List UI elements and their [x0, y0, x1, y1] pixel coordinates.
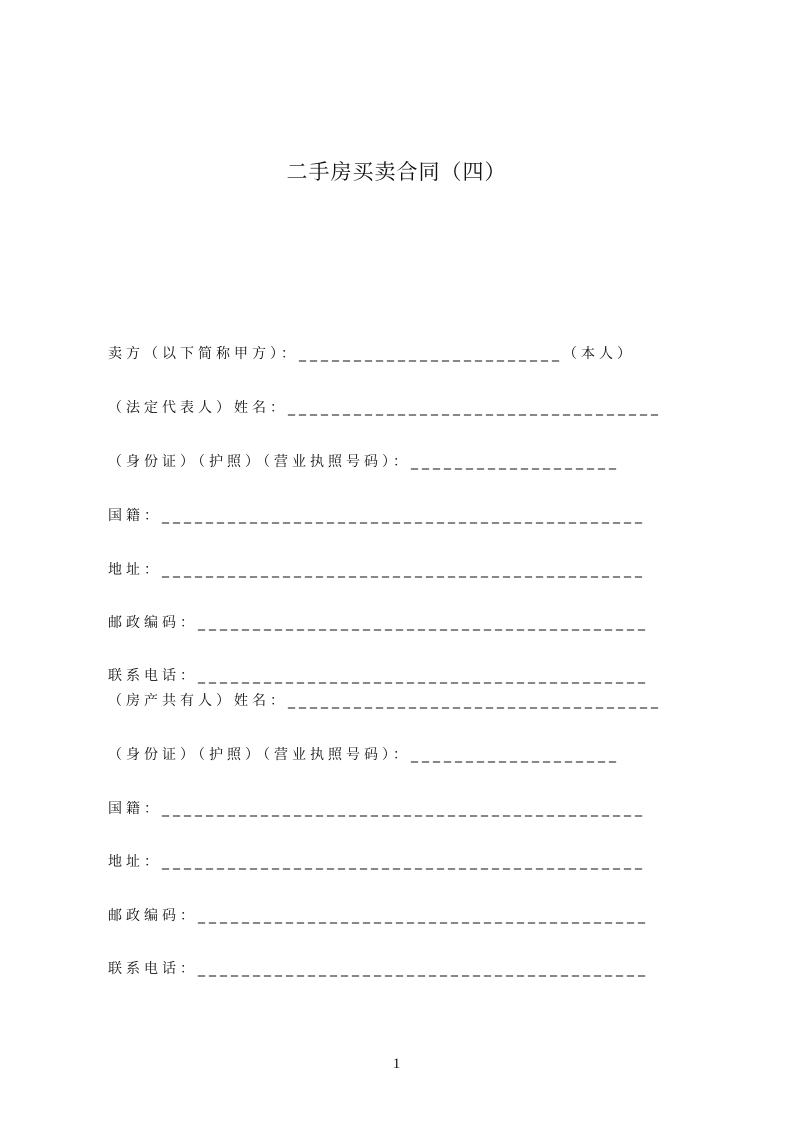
seller-phone-line: 联系电话：_________________________________________ — [108, 668, 649, 684]
co-owner-name-line: （房产共有人）姓名：__________________________________ — [108, 693, 662, 709]
seller-nationality-line: 国籍：____________________________________________ — [108, 508, 646, 524]
document-title: 二手房买卖合同（四） — [286, 160, 507, 185]
legal-representative-name-line: （法定代表人）姓名：__________________________________ — [108, 400, 662, 416]
seller-id-number-line: （身份证）（护照）（营业执照号码）：___________________ — [108, 454, 620, 470]
seller-address-line: 地址：____________________________________________ — [108, 562, 646, 578]
co-owner-postal-code-line: 邮政编码：_________________________________________ — [108, 908, 649, 924]
page-number: 1 — [392, 1056, 401, 1072]
seller-line: 卖方（以下简称甲方）：________________________（本人） — [108, 346, 635, 362]
co-owner-nationality-line: 国籍：____________________________________________ — [108, 801, 646, 817]
co-owner-phone-line: 联系电话：_________________________________________ — [108, 961, 649, 977]
seller-postal-code-line: 邮政编码：_________________________________________ — [108, 615, 649, 631]
co-owner-address-line: 地址：____________________________________________ — [108, 854, 646, 870]
co-owner-id-number-line: （身份证）（护照）（营业执照号码）：___________________ — [108, 747, 620, 763]
